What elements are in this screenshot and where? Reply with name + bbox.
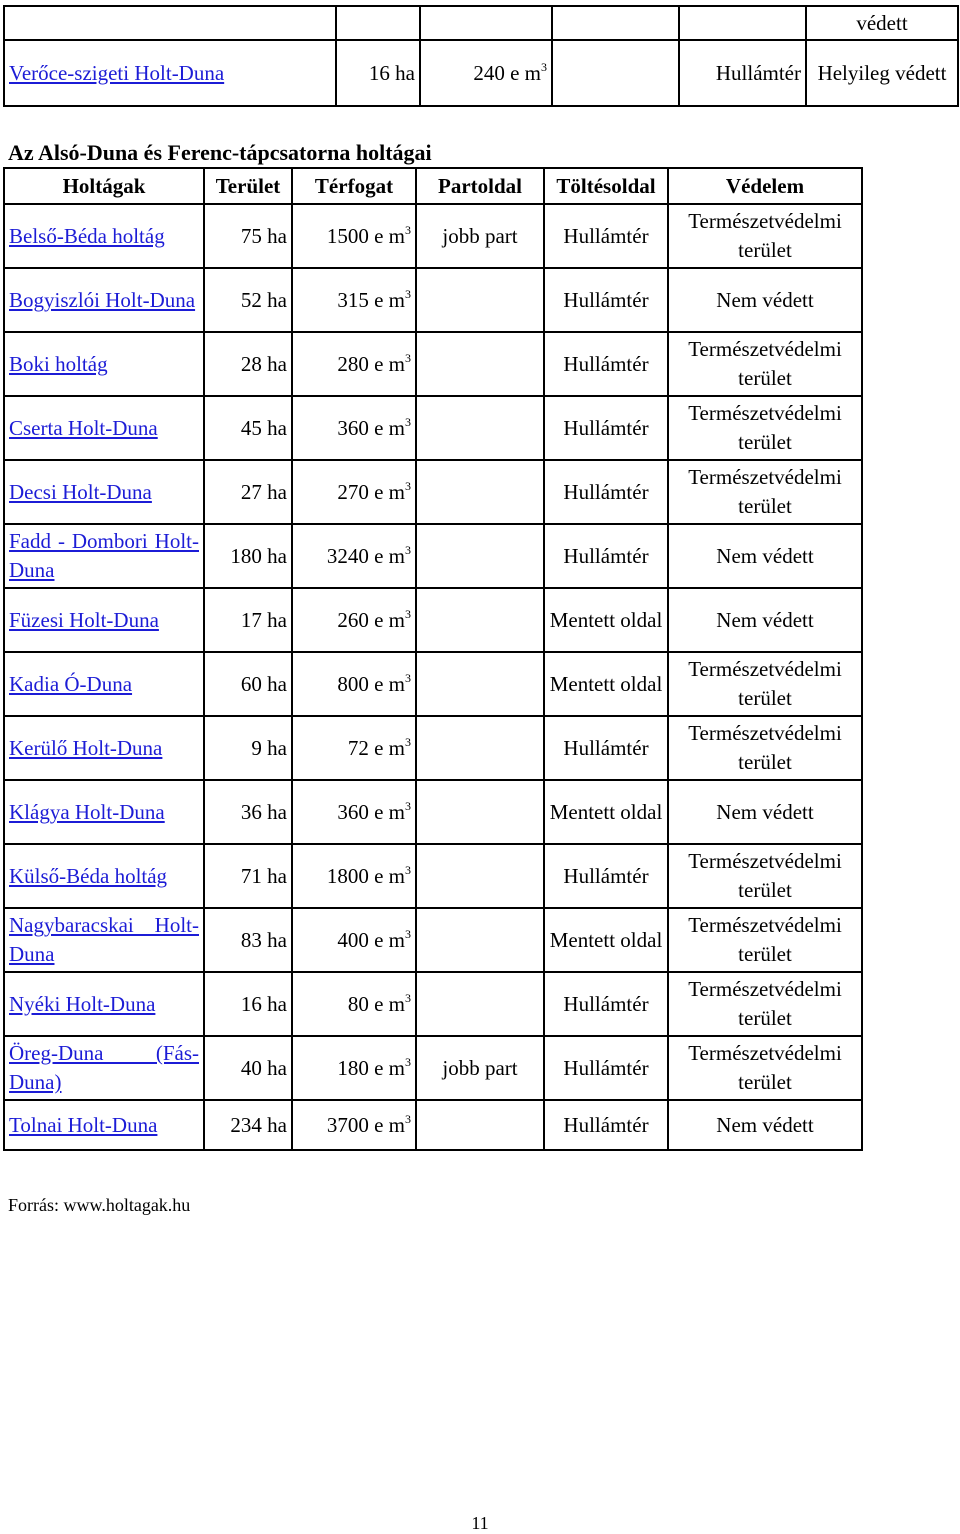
volume-cell: 270 e $m^3$ bbox=[292, 460, 416, 524]
levee-cell: Hullámtér bbox=[544, 332, 668, 396]
area-cell: 17 ha bbox=[204, 588, 292, 652]
lake-link[interactable]: Bogyiszlói Holt-Duna bbox=[9, 287, 196, 312]
table-row bbox=[4, 1100, 862, 1150]
area-cell: 60 ha bbox=[204, 652, 292, 716]
header-cell: Védelem bbox=[668, 168, 862, 204]
protection-cell: Természetvédelmi terület bbox=[668, 844, 862, 908]
lake-link[interactable]: Nyéki Holt-Duna bbox=[9, 991, 156, 1016]
name-cell bbox=[4, 972, 204, 1036]
table-row bbox=[4, 780, 862, 844]
table-row bbox=[4, 652, 862, 716]
bank-cell bbox=[416, 268, 544, 332]
table-row bbox=[4, 844, 862, 908]
table-row bbox=[4, 204, 862, 268]
area-cell: 71 ha bbox=[204, 844, 292, 908]
protection-cell: Természetvédelmi terület bbox=[668, 204, 862, 268]
name-cell bbox=[4, 524, 204, 588]
name-cell bbox=[4, 396, 204, 460]
name-cell bbox=[4, 1036, 204, 1100]
lake-link[interactable]: Klágya Holt-Duna bbox=[9, 799, 165, 824]
bank-cell bbox=[416, 332, 544, 396]
volume-cell: 72 e $m^3$ bbox=[292, 716, 416, 780]
levee-cell: Hullámtér bbox=[544, 844, 668, 908]
protection-cell: Nem védett bbox=[668, 588, 862, 652]
protection-cell: Nem védett bbox=[668, 1100, 862, 1150]
bank-cell bbox=[416, 588, 544, 652]
volume-cell: 1800 e $m^3$ bbox=[292, 844, 416, 908]
levee-cell: Mentett oldal bbox=[544, 908, 668, 972]
volume-cell: 180 e $m^3$ bbox=[292, 1036, 416, 1100]
area-cell: 52 ha bbox=[204, 268, 292, 332]
lake-link[interactable]: Fadd - Dombori Holt-Duna bbox=[9, 529, 199, 582]
volume-cell: 240 e $m^3$ bbox=[420, 40, 552, 106]
header-row bbox=[4, 168, 862, 204]
name-cell bbox=[4, 780, 204, 844]
table-row bbox=[4, 588, 862, 652]
levee-cell: Hullámtér bbox=[544, 972, 668, 1036]
area-cell: 234 ha bbox=[204, 1100, 292, 1150]
lake-link[interactable]: Boki holtág bbox=[9, 351, 108, 376]
area-cell: 16 ha bbox=[336, 40, 420, 106]
levee-cell: Hullámtér bbox=[679, 40, 806, 106]
bank-cell bbox=[416, 652, 544, 716]
volume-cell: 3240 e $m^3$ bbox=[292, 524, 416, 588]
levee-cell: Hullámtér bbox=[544, 716, 668, 780]
lake-link[interactable]: Tolnai Holt-Duna bbox=[9, 1112, 158, 1137]
protection-cell: Természetvédelmi terület bbox=[668, 972, 862, 1036]
levee-cell: Hullámtér bbox=[544, 1036, 668, 1100]
bank-cell bbox=[416, 396, 544, 460]
header-cell: Térfogat bbox=[292, 168, 416, 204]
area-cell: 83 ha bbox=[204, 908, 292, 972]
bank-cell bbox=[416, 524, 544, 588]
area-cell: 36 ha bbox=[204, 780, 292, 844]
protection-cell: Természetvédelmi terület bbox=[668, 1036, 862, 1100]
protection-cell: Természetvédelmi terület bbox=[668, 908, 862, 972]
area-cell: 45 ha bbox=[204, 396, 292, 460]
area-cell: 40 ha bbox=[204, 1036, 292, 1100]
protection-cell: Természetvédelmi terület bbox=[668, 716, 862, 780]
name-cell bbox=[4, 716, 204, 780]
header-cell: Partoldal bbox=[416, 168, 544, 204]
bank-cell bbox=[416, 972, 544, 1036]
name-cell bbox=[4, 40, 336, 106]
volume-cell: 360 e $m^3$ bbox=[292, 396, 416, 460]
table-row bbox=[4, 908, 862, 972]
levee-cell: Hullámtér bbox=[544, 524, 668, 588]
header-cell: Töltésoldal bbox=[544, 168, 668, 204]
levee-cell: Hullámtér bbox=[544, 460, 668, 524]
lake-link[interactable]: Cserta Holt-Duna bbox=[9, 415, 158, 440]
bank-cell bbox=[416, 460, 544, 524]
table-row bbox=[4, 972, 862, 1036]
name-cell bbox=[4, 652, 204, 716]
bank-cell bbox=[416, 716, 544, 780]
lake-link[interactable]: Kerülő Holt-Duna bbox=[9, 735, 163, 760]
protection-cell: Természetvédelmi terület bbox=[668, 396, 862, 460]
name-cell bbox=[4, 1100, 204, 1150]
table-row bbox=[4, 716, 862, 780]
levee-cell: Mentett oldal bbox=[544, 780, 668, 844]
levee-cell: Mentett oldal bbox=[544, 652, 668, 716]
lake-link[interactable]: Belső-Béda holtág bbox=[9, 223, 165, 248]
volume-cell: 280 e $m^3$ bbox=[292, 332, 416, 396]
source-note: Forrás: www.holtagak.hu bbox=[8, 1195, 191, 1215]
table-row bbox=[4, 268, 862, 332]
lake-link[interactable]: Verőce-szigeti Holt-Duna bbox=[9, 60, 225, 85]
name-cell bbox=[4, 460, 204, 524]
volume-cell: 1500 e $m^3$ bbox=[292, 204, 416, 268]
table-row bbox=[4, 332, 862, 396]
page-number: 11 bbox=[471, 1513, 489, 1533]
header-cell: Terület bbox=[204, 168, 292, 204]
header-cell: Holtágak bbox=[4, 168, 204, 204]
volume-cell: 400 e $m^3$ bbox=[292, 908, 416, 972]
bank-cell: jobb part bbox=[416, 1036, 544, 1100]
bank-cell bbox=[552, 40, 679, 106]
volume-cell: 260 e $m^3$ bbox=[292, 588, 416, 652]
area-cell: 180 ha bbox=[204, 524, 292, 588]
table-row bbox=[4, 40, 958, 106]
protection-cell: Nem védett bbox=[668, 268, 862, 332]
name-cell bbox=[4, 908, 204, 972]
bank-cell bbox=[416, 908, 544, 972]
area-cell: 28 ha bbox=[204, 332, 292, 396]
area-cell: 27 ha bbox=[204, 460, 292, 524]
area-cell: 16 ha bbox=[204, 972, 292, 1036]
protection-cell: Természetvédelmi terület bbox=[668, 652, 862, 716]
lake-link[interactable]: Kadia Ó-Duna bbox=[9, 671, 133, 696]
bank-cell bbox=[416, 844, 544, 908]
name-cell bbox=[4, 332, 204, 396]
protection-cell: védett bbox=[806, 6, 958, 40]
top-fragment-table bbox=[3, 5, 959, 107]
table-cell bbox=[679, 6, 806, 40]
table-cell bbox=[420, 6, 552, 40]
lake-link[interactable]: Öreg-Duna (Fás-Duna) bbox=[9, 1041, 199, 1094]
levee-cell: Hullámtér bbox=[544, 1100, 668, 1150]
name-cell bbox=[4, 844, 204, 908]
levee-cell: Hullámtér bbox=[544, 204, 668, 268]
lake-link[interactable]: Nagybaracskai Holt-Duna bbox=[9, 913, 199, 966]
bank-cell: jobb part bbox=[416, 204, 544, 268]
name-cell bbox=[4, 204, 204, 268]
area-cell: 9 ha bbox=[204, 716, 292, 780]
name-cell bbox=[4, 268, 204, 332]
table-cell bbox=[4, 6, 336, 40]
volume-cell: 800 e $m^3$ bbox=[292, 652, 416, 716]
bank-cell bbox=[416, 1100, 544, 1150]
table-row bbox=[4, 524, 862, 588]
protection-cell: Helyileg védett bbox=[806, 40, 958, 106]
name-cell bbox=[4, 588, 204, 652]
lake-link[interactable]: Külső-Béda holtág bbox=[9, 863, 168, 888]
volume-cell: 315 e $m^3$ bbox=[292, 268, 416, 332]
levee-cell: Hullámtér bbox=[544, 268, 668, 332]
table-row bbox=[4, 1036, 862, 1100]
table-row bbox=[4, 6, 958, 40]
table-cell bbox=[336, 6, 420, 40]
levee-cell: Mentett oldal bbox=[544, 588, 668, 652]
volume-cell: 3700 e $m^3$ bbox=[292, 1100, 416, 1150]
bank-cell bbox=[416, 780, 544, 844]
table-row bbox=[4, 460, 862, 524]
table-cell bbox=[552, 6, 679, 40]
lake-link[interactable]: Decsi Holt-Duna bbox=[9, 479, 152, 504]
table-row bbox=[4, 396, 862, 460]
protection-cell: Nem védett bbox=[668, 780, 862, 844]
area-cell: 75 ha bbox=[204, 204, 292, 268]
protection-cell: Természetvédelmi terület bbox=[668, 332, 862, 396]
oxbow-lakes-table bbox=[3, 167, 863, 1151]
levee-cell: Hullámtér bbox=[544, 396, 668, 460]
section-title: Az Alsó-Duna és Ferenc-tápcsatorna holtágai bbox=[8, 140, 432, 165]
volume-cell: 360 e $m^3$ bbox=[292, 780, 416, 844]
lake-link[interactable]: Füzesi Holt-Duna bbox=[9, 607, 159, 632]
protection-cell: Természetvédelmi terület bbox=[668, 460, 862, 524]
volume-cell: 80 e $m^3$ bbox=[292, 972, 416, 1036]
protection-cell: Nem védett bbox=[668, 524, 862, 588]
